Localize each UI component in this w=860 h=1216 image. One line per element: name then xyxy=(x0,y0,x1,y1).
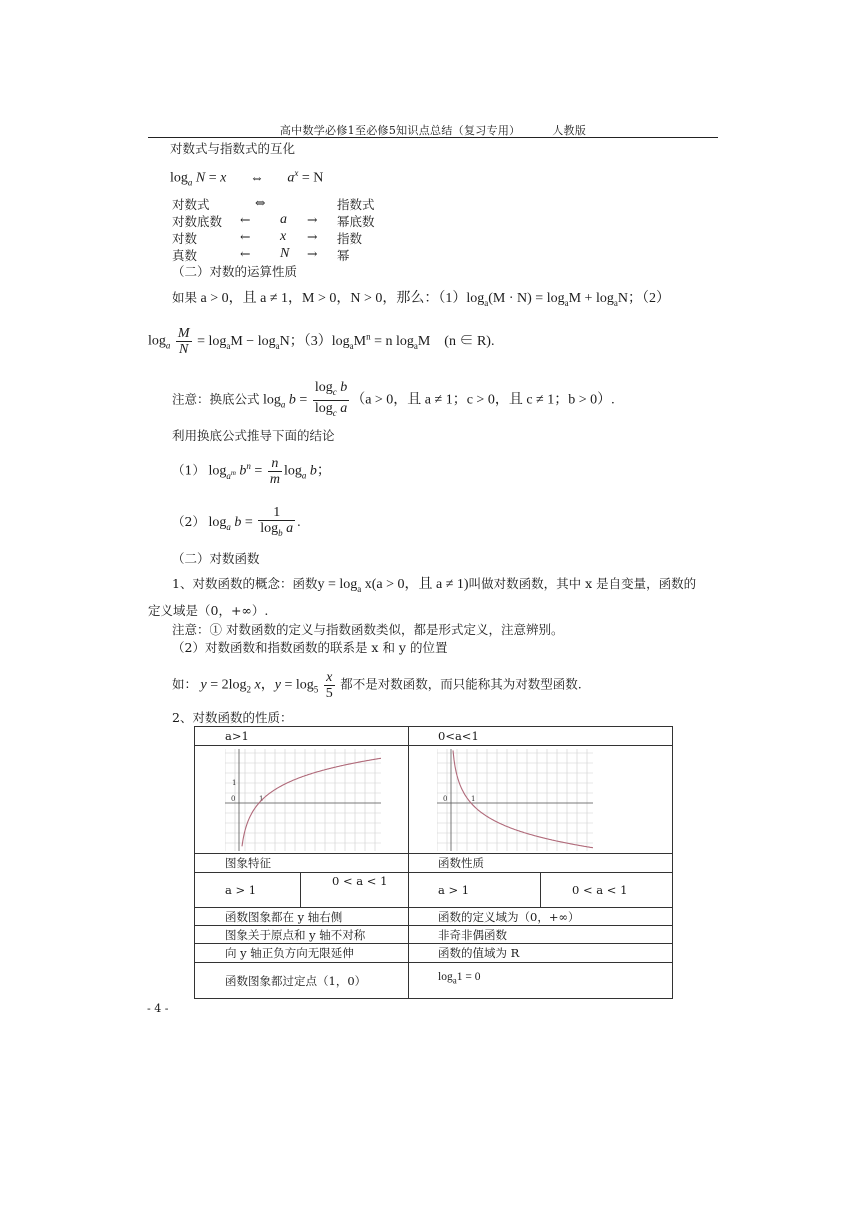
section-ops: （二）对数的运算性质 xyxy=(172,264,298,279)
mapping-right: 幂底数 xyxy=(337,214,375,229)
change-base-note: 注意：换底公式 $\log_a b$ = $\frac{\log_c b}{\log_c a}$ （a > 0，且 a ≠ 1；c > 0，且 c ≠ 1；b > 0）. xyxy=(172,380,615,418)
mapping-right: 幂 xyxy=(337,248,350,263)
mapping-left-arrow: ← xyxy=(240,229,251,244)
mapping-symbol: x xyxy=(280,229,287,244)
property-1: 函数的定义域为（0，+∞） xyxy=(438,910,580,924)
section-interconvert: 对数式与指数式的互化 xyxy=(170,141,296,156)
ops-line-1: 如果 a > 0，且 a ≠ 1，M > 0，N > 0，那么：$(1)\log_a(M \cdot N) = \log_aM + \log_aN$；（2） xyxy=(172,290,670,308)
derive-1: （1） $\log_{a^m} b^n$ = $\frac{n}{m}$ $\log_a b$； xyxy=(172,456,331,487)
mapping-left-arrow: ← xyxy=(240,212,251,227)
col-head-a-gt-1: a>1 xyxy=(225,729,249,743)
note-3: （2）对数函数和指数函数的联系是 x 和 y 的位置 xyxy=(172,640,448,655)
y-one-label-left: 1 xyxy=(232,779,237,787)
feature-3: 向 y 轴正负方向无限延伸 xyxy=(225,946,354,960)
sub-head-a-lt-1-left: 0 < a < 1 xyxy=(332,874,388,888)
func-domain: 定义域是（0，+∞）. xyxy=(148,603,269,618)
change-base-conditions: （a > 0，且 a ≠ 1；c > 0，且 c ≠ 1；b > 0）. xyxy=(351,392,615,408)
one-label-left: 1 xyxy=(259,795,264,803)
feature-4: 函数图象都过定点（1，0） xyxy=(225,974,367,988)
mapping-right-arrow: → xyxy=(307,229,318,244)
func-def: 1、对数函数的概念：函数$y = \log_a x(a > 0$，且 a ≠ 1)叫做对数函数，其中 x 是自变量，函数的 xyxy=(172,576,697,594)
feature-2: 图象关于原点和 y 轴不对称 xyxy=(225,928,366,942)
page-number: - 4 - xyxy=(147,1002,169,1015)
mapping-symbol: N xyxy=(280,246,290,261)
derive-title: 利用换底公式推导下面的结论 xyxy=(172,428,335,443)
one-label-right: 1 xyxy=(471,795,476,803)
log-graph-a-lt-1 xyxy=(437,749,593,851)
header-rule xyxy=(148,137,718,138)
section-func: （二）对数函数 xyxy=(172,551,260,566)
property-head: 函数性质 xyxy=(438,856,484,870)
properties-table xyxy=(194,726,673,999)
mapping-left-arrow: ← xyxy=(240,246,251,261)
document-page: 高中数学必修1至必修5知识点总结（复习专用） 人教版 对数式与指数式的互化 $\log_a N = x$ ⇔ $a^x = N$ 对数式 ⇔ 指数式 对数底数 ← a → 幂底数 对数 ← x → 指数 真数 ← N → 幂 （二）对数的运算性质 如果 a > 0，且 a ≠ 1，M > 0，N > 0，那么：$(1)\log_a(M \cdot N) = \log_aM + \log_aN$；（2） $\log_a$ $\frac{M}{N}$ = $\log_aM - \log_aN$；$(3)\log_aM^n = n$ $\log_aM$ (n ∈ R). 注意：换底公式 $\log_a b$ = $\frac{\log_c b}{\log_c a}$ （a > 0，且 a ≠ 1；c > 0，且 c ≠ 1；b > 0）. 利用换底公式推导下面的结论 （1） $\log_{a^m} b^n$ = $\frac{n}{m}$ $\log_a b$； （2） $\log_a b$ = $\frac{1}{\log_b a}$ . （二）对数函数 1、对数函数的概念：函数$y = \log_a x(a > 0$，且 a ≠ 1)叫做对数函数，其中 x 是自变量，函数的 定义域是（0，+∞）. 注意：① 对数函数的定义与指数函数类似，都是形式定义，注意辨别。 （2）对数函数和指数函数的联系是 x 和 y 的位置 如： $y = 2\log_2$ x，$y = \log_5$ $\frac{x}{5}$ 都不是对数函数，而只能称其为对数型函数. 2、对数函数的性质： a>1 0<a<1 0 1 1 0 1 图象特征 函数性质 a > 1 0 < a < 1 a > 1 0 < a < 1 函数图象都在 y 轴右侧 函数的定义域为（0，+∞） 图象关于原点和 y 轴不对称 非奇非偶函数 向 y 轴正负方向无限延伸 函数的值域为 R 函数图象都过定点（1，0） $\log_a1 = 0$ - 4 - xyxy=(0,0,860,1216)
log-graph-a-gt-1 xyxy=(225,749,381,851)
example-line: 如： $y = 2\log_2$ x，$y = \log_5$ $\frac{x}{5}$ 都不是对数函数，而只能称其为对数型函数. xyxy=(172,670,582,701)
ops-formula-power: $\log_aM^n = n$ $\log_aM$ (n ∈ R). xyxy=(331,331,495,351)
mapping-right: 指数 xyxy=(337,231,363,246)
feature-head: 图象特征 xyxy=(225,856,271,870)
mapping-right-arrow: → xyxy=(307,246,318,261)
origin-label-right: 0 xyxy=(443,795,448,803)
section-props: 2、对数函数的性质： xyxy=(172,710,293,725)
mapping-right-arrow: → xyxy=(307,212,318,227)
mapping-left: 对数底数 xyxy=(172,214,223,229)
col-head-a-lt-1: 0<a<1 xyxy=(438,729,479,743)
page-header xyxy=(148,122,718,138)
ops-conditions: a > 0，且 a ≠ 1，M > 0，N > 0，那么：（1） xyxy=(200,291,467,306)
property-2: 非奇非偶函数 xyxy=(438,928,507,942)
sub-head-a-gt-1-right: a > 1 xyxy=(438,883,470,897)
property-4: $\log_a1 = 0$ xyxy=(438,971,481,986)
mapping-symbol: a xyxy=(280,212,287,227)
func-def-formula: $y = \log_a x(a > 0$，且 a ≠ 1) xyxy=(317,577,469,594)
ops-formula-quotient: = $\log_aM - \log_aN$；（3） xyxy=(193,333,332,351)
sub-head-a-gt-1-left: a > 1 xyxy=(225,883,257,897)
sub-head-a-lt-1-right: 0 < a < 1 xyxy=(572,883,628,897)
header-edition: 人教版 xyxy=(552,124,587,137)
header-title: 高中数学必修1至必修5知识点总结（复习专用） xyxy=(279,124,521,137)
feature-1: 函数图象都在 y 轴右侧 xyxy=(225,910,343,924)
ops-formula-product: $\log_a(M \cdot N) = \log_aM + \log_aN$；（2） xyxy=(466,291,670,308)
note-2: 注意：① 对数函数的定义与指数函数类似，都是形式定义，注意辨别。 xyxy=(172,622,564,637)
mapping-left: 真数 xyxy=(172,248,198,263)
mapping-left: 对数 xyxy=(172,231,198,246)
property-3: 函数的值域为 R xyxy=(438,946,520,960)
derive-2: （2） $\log_a b$ = $\frac{1}{\log_b a}$ . xyxy=(172,505,301,538)
origin-label-left: 0 xyxy=(231,795,236,803)
ops-line-2: $\log_a$ $\frac{M}{N}$ = $\log_aM - \log_aN$；$(3)\log_aM^n = n$ $\log_aM$ (n ∈ R). xyxy=(148,326,495,357)
interconvert-formula: $\log_a N = x$ ⇔ $a^x = N$ xyxy=(170,168,324,188)
